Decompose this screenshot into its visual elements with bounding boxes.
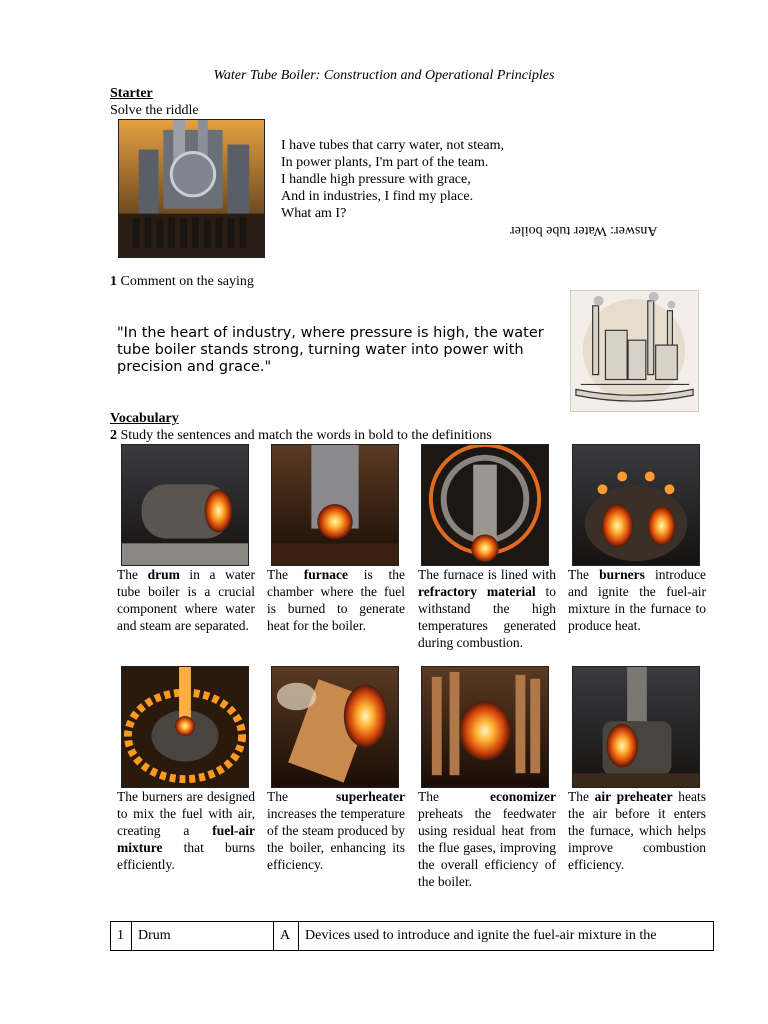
vocab-card-superheater: The superheater increases the temperature of the steam produced by the boiler, enhancing its efficiency. [267, 789, 405, 872]
task1-instruction [110, 274, 254, 290]
document-title: Water Tube Boiler: Construction and Operational Principles [213, 68, 555, 83]
vocab-term: burners [599, 567, 645, 582]
task2-instruction [110, 428, 492, 444]
riddle-image [118, 119, 265, 258]
task-text: Study the sentences and match the words in bold to the definitions [120, 428, 492, 443]
task-text: Comment on the saying [120, 274, 254, 289]
burners-image [572, 444, 700, 566]
vocab-card-air-preheater: The air preheater heats the air before it enters the furnace, which helps improve combustion efficiency. [568, 789, 706, 872]
vocab-card-drum: The drum in a water tube boiler is a crucial component where water and steam are separated. [117, 567, 255, 633]
riddle-line: I handle high pressure with grace, [281, 172, 471, 187]
vocab-term: air preheater [594, 789, 673, 804]
factory-sketch-image [570, 290, 699, 412]
vocab-card-fuel-air-mixture: The burners are designed to mix the fuel with air, creating a fuel-air mixture that burns efficiently. [117, 789, 255, 872]
vocab-term: furnace [303, 567, 348, 582]
table-row [111, 922, 714, 951]
economizer-image [421, 666, 549, 788]
refractory-material-image [421, 444, 549, 566]
term-cell: Drum [132, 922, 274, 951]
drum-image [121, 444, 249, 566]
riddle-line: In power plants, I'm part of the team. [281, 155, 489, 170]
vocab-term: superheater [336, 789, 405, 804]
vocab-term: fuel-air mixture [117, 823, 255, 855]
starter-instruction: Solve the riddle [110, 103, 199, 118]
riddle-answer-upside-down: Answer: Water tube boiler [510, 223, 658, 238]
vocab-term: refractory material [418, 584, 536, 599]
vocab-card-refractory: The furnace is lined with refractory material to withstand the high temperatures generated during combustion. [418, 567, 556, 650]
letter-cell: A [274, 922, 299, 951]
superheater-image [271, 666, 399, 788]
riddle-line: What am I? [281, 206, 347, 221]
fuel-air-mixture-image [121, 666, 249, 788]
riddle-text [281, 137, 504, 222]
vocab-card-burners: The burners introduce and ignite the fuel-air mixture in the furnace to produce heat. [568, 567, 706, 633]
furnace-image [271, 444, 399, 566]
vocab-term: economizer [490, 789, 556, 804]
vocab-card-furnace: The furnace is the chamber where the fuel is burned to generate heat for the boiler. [267, 567, 405, 633]
vocab-card-economizer: The economizer preheats the feedwater using residual heat from the flue gases, improving the overall efficiency of the boiler. [418, 789, 556, 889]
vocabulary-heading: Vocabulary [110, 411, 179, 426]
row-number: 1 [111, 922, 132, 951]
starter-heading: Starter [110, 86, 153, 101]
saying-quote: "In the heart of industry, where pressure is high, the water tube boiler stands strong, turning water into power with precision and grace." [117, 325, 544, 375]
riddle-line: I have tubes that carry water, not steam, [281, 138, 504, 153]
task-number: 2 [110, 428, 117, 443]
task-number: 1 [110, 274, 117, 289]
matching-table [110, 921, 714, 951]
vocab-term: drum [147, 567, 180, 582]
air-preheater-image [572, 666, 700, 788]
definition-cell: Devices used to introduce and ignite the fuel-air mixture in the [299, 922, 714, 951]
riddle-line: And in industries, I find my place. [281, 189, 474, 204]
